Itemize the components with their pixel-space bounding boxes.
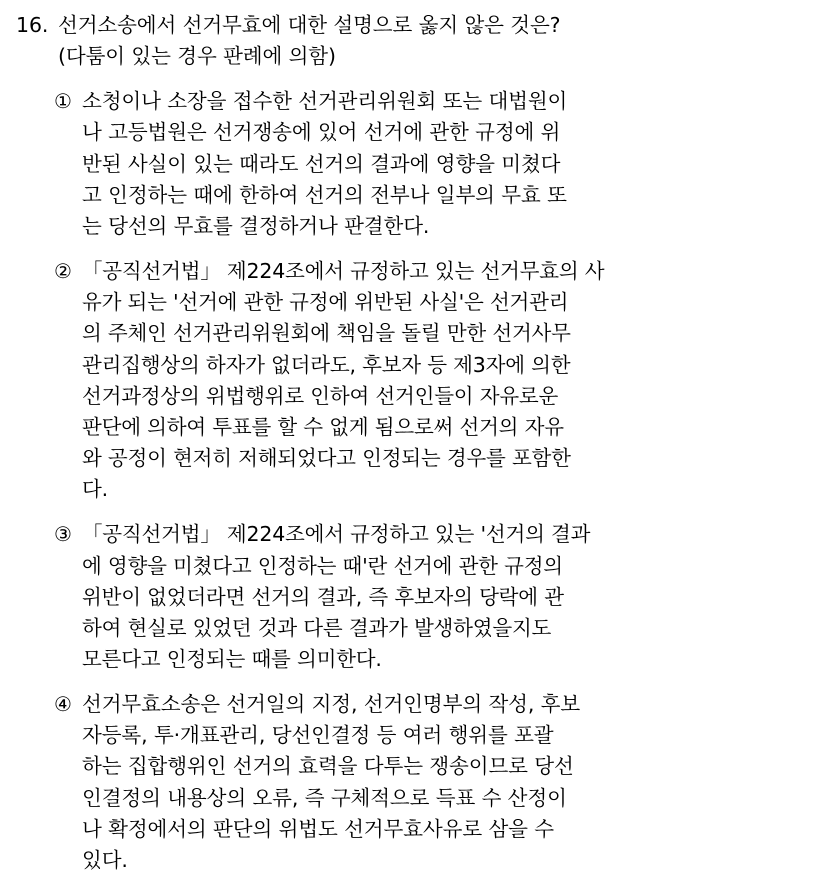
choice-3-line-1: 「공직선거법」 제224조에서 규정하고 있는 '선거의 결과 <box>82 522 591 547</box>
choice-1-line-2: 나 고등법원은 선거쟁송에 있어 선거에 관한 규정에 위 <box>82 120 561 145</box>
choice-option-2[interactable] <box>16 256 812 505</box>
choice-marker-1: ① <box>54 89 72 114</box>
choice-4-line-1: 선거무효소송은 선거일의 지정, 선거인명부의 작성, 후보 <box>82 692 581 717</box>
choice-option-3[interactable] <box>16 519 812 675</box>
choice-2-line-6: 판단에 의하여 투표를 할 수 없게 됨으로써 선거의 자유 <box>82 414 564 439</box>
choice-2-line-2: 유가 되는 '선거에 관한 규정에 위반된 사실'은 선거관리 <box>82 290 569 315</box>
choice-marker-2: ② <box>54 259 72 284</box>
choice-1-line-1: 소청이나 소장을 접수한 선거관리위원회 또는 대법원이 <box>82 89 568 114</box>
choice-1-line-3: 반된 사실이 있는 때라도 선거의 결과에 영향을 미쳤다 <box>82 151 561 176</box>
choice-2-line-8: 다. <box>82 477 108 502</box>
choice-list <box>16 86 812 876</box>
choice-option-1[interactable] <box>16 86 812 242</box>
choice-text-4 <box>82 689 812 876</box>
choice-text-3 <box>82 519 812 675</box>
choice-4-line-5: 나 확정에서의 판단의 위법도 선거무효사유로 삼을 수 <box>82 816 554 841</box>
choice-text-2 <box>82 256 812 505</box>
choice-text-1 <box>82 86 812 242</box>
choice-4-line-2: 자등록, 투·개표관리, 당선인결정 등 여러 행위를 포괄 <box>82 723 554 748</box>
choice-4-line-3: 하는 집합행위인 선거의 효력을 다투는 쟁송이므로 당선 <box>82 754 574 779</box>
choice-option-4[interactable] <box>16 689 812 876</box>
choice-2-line-7: 와 공정이 현저히 저해되었다고 인정되는 경우를 포함한 <box>82 446 571 471</box>
choice-3-line-3: 위반이 없었더라면 선거의 결과, 즉 후보자의 당락에 관 <box>82 584 564 609</box>
choice-3-line-2: 에 영향을 미쳤다고 인정하는 때'란 선거에 관한 규정의 <box>82 553 563 578</box>
choice-2-line-3: 의 주체인 선거관리위원회에 책임을 돌릴 만한 선거사무 <box>82 321 571 346</box>
question-stem-line-1: 선거소송에서 선거무효에 대한 설명으로 옳지 않은 것은? <box>58 13 561 37</box>
question-stem <box>58 10 812 72</box>
question-number: 16. <box>16 13 49 37</box>
choice-4-line-4: 인결정의 내용상의 오류, 즉 구체적으로 득표 수 산정이 <box>82 785 567 810</box>
question-stem-line-2: (다툼이 있는 경우 판례에 의함) <box>58 44 336 69</box>
choice-2-line-5: 선거과정상의 위법행위로 인하여 선거인들이 자유로운 <box>82 383 559 408</box>
choice-3-line-4: 하여 현실로 있었던 것과 다른 결과가 발생하였을지도 <box>82 615 552 640</box>
choice-2-line-1: 「공직선거법」 제224조에서 규정하고 있는 선거무효의 사 <box>82 259 605 284</box>
choice-3-line-5: 모른다고 인정되는 때를 의미한다. <box>82 646 382 671</box>
question-header <box>16 10 812 72</box>
choice-marker-3: ③ <box>54 522 72 547</box>
choice-4-line-6: 있다. <box>82 847 128 872</box>
choice-1-line-4: 고 인정하는 때에 한하여 선거의 전부나 일부의 무효 또 <box>82 182 567 207</box>
choice-1-line-5: 는 당선의 무효를 결정하거나 판결한다. <box>82 213 430 238</box>
choice-marker-4: ④ <box>54 692 72 717</box>
choice-2-line-4: 관리집행상의 하자가 없더라도, 후보자 등 제3자에 의한 <box>82 352 571 377</box>
